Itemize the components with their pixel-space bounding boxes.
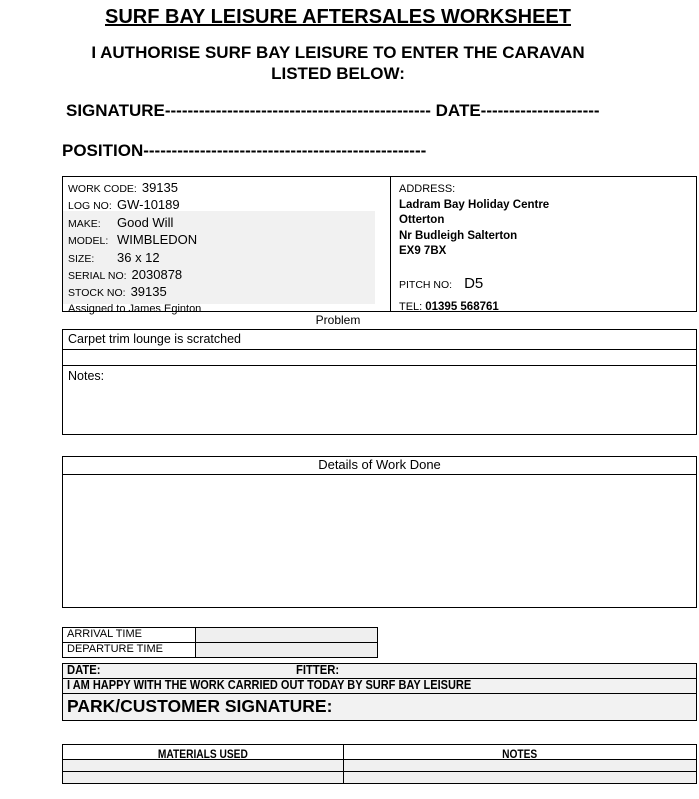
work-done-entry-area[interactable]: [63, 475, 696, 607]
authorise-line-1: I AUTHORISE SURF BAY LEISURE TO ENTER THE CARAVAN: [91, 43, 585, 62]
signature-date-line[interactable]: SIGNATURE----------------------------------------------- DATE---------------------: [66, 101, 600, 120]
stock-no-value: 39135: [130, 284, 167, 300]
sign-off-block: [62, 663, 697, 721]
address-line-2: Otterton: [399, 214, 445, 226]
caravan-info-table: [62, 176, 697, 315]
authorise-line-2: LISTED BELOW:: [271, 64, 405, 83]
make-row: [68, 215, 390, 232]
tel-value: 01395 568761: [425, 301, 499, 313]
serial-no-row: [68, 267, 390, 284]
problem-box: [62, 329, 697, 435]
notes-area[interactable]: [63, 366, 696, 434]
departure-time-label: DEPARTURE TIME: [63, 643, 196, 657]
problem-description: Carpet trim lounge is scratched: [63, 330, 696, 350]
materials-header-cell: [63, 745, 344, 759]
work-done-header: Details of Work Done: [63, 457, 696, 475]
log-no-row: [68, 197, 390, 214]
position-line[interactable]: POSITION--------------------------------------------------: [62, 141, 427, 160]
materials-header-row: [63, 745, 696, 760]
model-row: [68, 232, 390, 249]
notes-header-cell: [344, 745, 696, 759]
assigned-note: Assigned to James Eginton: [68, 302, 202, 315]
work-code-value: 39135: [141, 180, 178, 195]
serial-no-label: SERIAL NO:: [68, 270, 127, 283]
work-done-box: [62, 456, 697, 608]
date-label: DATE:: [67, 663, 101, 677]
authorise-statement: [0, 42, 676, 84]
address-line-4: EX9 7BX: [399, 245, 447, 257]
arrival-time-label: ARRIVAL TIME: [63, 628, 196, 642]
address-line-3: Nr Budleigh Salterton: [399, 229, 518, 242]
materials-cell-2[interactable]: [63, 772, 344, 783]
departure-time-row: [63, 643, 377, 657]
pitch-label: PITCH NO:: [399, 279, 453, 291]
model-value: WIMBLEDON: [117, 232, 198, 248]
work-code-label: WORK CODE:: [68, 183, 137, 195]
notes-cell-1[interactable]: [344, 760, 696, 771]
stock-no-row: [68, 284, 390, 301]
date-fitter-row[interactable]: [63, 664, 696, 679]
materials-used-header: MATERIALS USED: [158, 747, 248, 761]
arrival-time-field[interactable]: [196, 628, 377, 642]
notes-header: NOTES: [502, 747, 538, 761]
make-label: MAKE:: [68, 217, 101, 230]
page-title-text: SURF BAY LEISURE AFTERSALES WORKSHEET: [105, 6, 571, 28]
times-table: [62, 627, 378, 658]
materials-cell-1[interactable]: [63, 760, 344, 771]
notes-label: Notes:: [68, 369, 105, 383]
customer-signature-heading: PARK/CUSTOMER SIGNATURE:: [67, 696, 333, 716]
problem-empty-row[interactable]: [63, 350, 696, 366]
pitch-row: [399, 275, 483, 293]
stock-no-label: STOCK NO:: [68, 287, 126, 300]
size-value: 36 x 12: [117, 249, 160, 265]
notes-cell-2[interactable]: [344, 772, 696, 783]
fitter-label: FITTER:: [296, 663, 340, 677]
log-no-value: GW-10189: [117, 197, 180, 213]
caravan-details-cell: [63, 177, 391, 315]
address-line-1: Ladram Bay Holiday Centre: [399, 198, 550, 211]
departure-time-field[interactable]: [196, 643, 377, 657]
happy-statement: I AM HAPPY WITH THE WORK CARRIED OUT TODAY BY SURF BAY LEISURE: [67, 678, 472, 692]
size-label: SIZE:: [68, 252, 95, 265]
happy-statement-row: [63, 679, 696, 694]
serial-no-value: 2030878: [131, 267, 183, 283]
log-no-label: LOG NO:: [68, 200, 112, 213]
materials-table: [62, 744, 697, 784]
model-label: MODEL:: [68, 235, 109, 248]
materials-row-2: [63, 772, 696, 783]
work-code-row: [68, 180, 390, 197]
tel-row: [399, 301, 499, 313]
size-row: [68, 250, 390, 267]
materials-row-1: [63, 760, 696, 772]
tel-label: TEL:: [399, 301, 423, 313]
customer-signature-row[interactable]: [63, 694, 696, 720]
make-value: Good Will: [117, 214, 174, 230]
pitch-value: D5: [464, 275, 484, 292]
page-title: [0, 6, 676, 29]
problem-section-label: Problem: [315, 313, 361, 327]
arrival-time-row: [63, 628, 377, 643]
address-label: ADDRESS:: [399, 183, 456, 195]
address-cell: [391, 177, 696, 311]
